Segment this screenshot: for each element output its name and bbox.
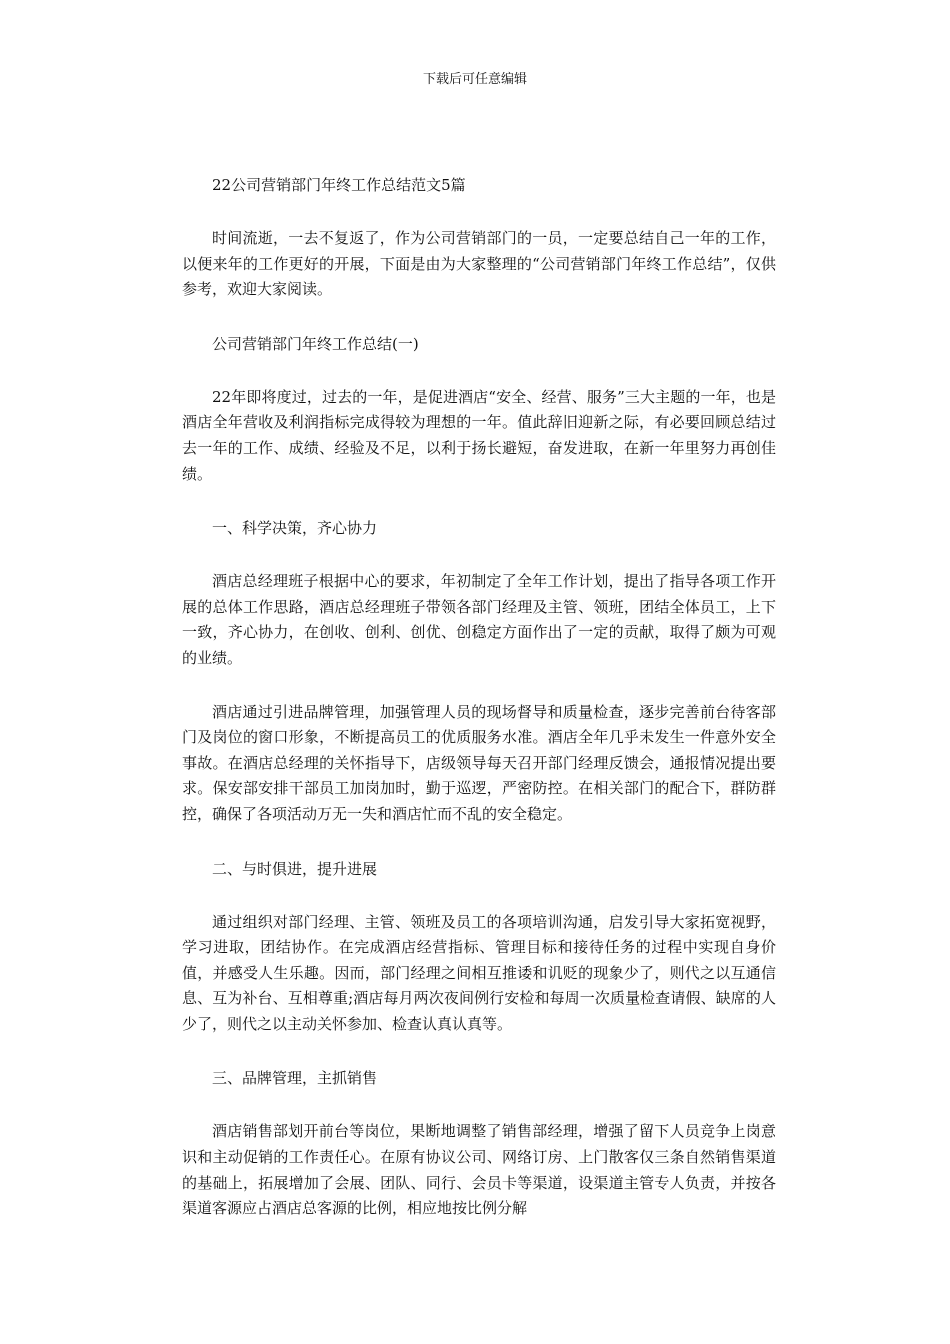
page-header-note: 下载后可任意编辑 xyxy=(422,72,527,87)
paragraph-3: 酒店通过引进品牌管理，加强管理人员的现场督导和质量检查，逐步完善前台待客部门及岗位的窗口形象，不断提高员工的优质服务水准。酒店全年几乎未发生一件意外安全事故。在酒店总经理的关怀指导下，店级领导每天召开部门经理反馈会，通报情况提出要求。保安部安排干部员工加岗加时，勤于巡逻，严密防控。在相关部门的配合下，群防群控，确保了各项活动万无一失和酒店忙而不乱的安全稳定。 xyxy=(182,702,776,823)
paragraph-4: 通过组织对部门经理、主管、领班及员工的各项培训沟通，启发引导大家拓宽视野，学习进取，团结协作。在完成酒店经营指标、管理目标和接待任务的过程中实现自身价值，并感受人生乐趣。因而，部门经理之间相互推诿和讥贬的现象少了，则代之以互通信息、互为补台、互相尊重;酒店每月两次夜间例行安检和每周一次质量检查请假、缺席的人少了，则代之以主动关怀参加、检查认真认真等。 xyxy=(182,912,776,1033)
section-title: 公司营销部门年终工作总结(一) xyxy=(212,334,419,353)
document-body xyxy=(182,172,776,1250)
paragraph-1: 22年即将度过，过去的一年，是促进酒店“安全、经营、服务”三大主题的一年，也是酒店全年营收及利润指标完成得较为理想的一年。值此辞旧迎新之际，有必要回顾总结过去一年的工作、成绩、经验及不足，以利于扬长避短，奋发进取，在新一年里努力再创佳绩。 xyxy=(182,387,776,483)
heading-3: 三、品牌管理，主抓销售 xyxy=(212,1069,378,1088)
paragraph-2: 酒店总经理班子根据中心的要求，年初制定了全年工作计划，提出了指导各项工作开展的总体工作思路，酒店总经理班子带领各部门经理及主管、领班，团结全体员工，上下一致，齐心协力，在创收、创利、创优、创稳定方面作出了一定的贡献，取得了颇为可观的业绩。 xyxy=(182,572,776,667)
document-title: 22公司营销部门年终工作总结范文5篇 xyxy=(212,176,466,194)
intro-paragraph: 时间流逝，一去不复返了，作为公司营销部门的一员，一定要总结自己一年的工作，以便来年的工作更好的开展，下面是由为大家整理的“公司营销部门年终工作总结”，仅供参考，欢迎大家阅读。 xyxy=(182,229,776,299)
heading-1: 一、科学决策，齐心协力 xyxy=(212,519,378,538)
paragraph-5: 酒店销售部划开前台等岗位，果断地调整了销售部经理，增强了留下人员竞争上岗意识和主动促销的工作责任心。在原有协议公司、网络订房、上门散客仅三条自然销售渠道的基础上，拓展增加了会展、团队、同行、会员卡等渠道，设渠道主管专人负责，并按各渠道客源应占酒店总客源的比例，相应地按比例分解 xyxy=(182,1122,776,1218)
heading-2: 二、与时俱进，提升进展 xyxy=(212,859,378,878)
